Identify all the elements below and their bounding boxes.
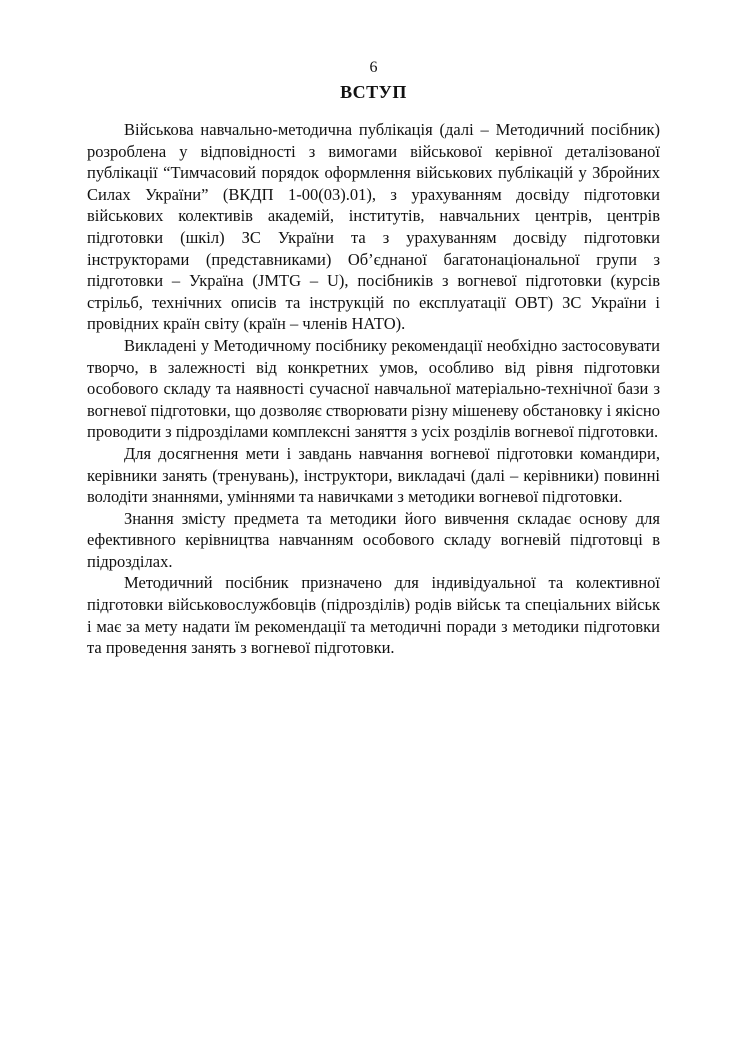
paragraph: Військова навчально-методична публікація (далі – Методичний посібник) розроблена у відповідності з вимогами військової керівної деталізованої публікації “Тимчасовий порядок оформлення військових публікацій у Збройних Силах України” (ВКДП 1-00(03).01), з урахуванням досвіду підготовки військових колективів академій, інститутів, навчальних центрів, центрів підготовки (шкіл) ЗС України та з урахуванням досвіду підготовки інструкторами (представниками) Об’єднаної багатонаціональної групи з підготовки – Україна (JMTG – U), посібників з вогневої підготовки (курсів стрільб, технічних описів та інструкцій по експлуатації ОВТ) ЗС України і провідних країн світу (країн – членів НАТО). [87,120,660,334]
body-text [87,119,660,659]
page-number: 6 [369,59,378,76]
paragraph: Методичний посібник призначено для індивідуальної та колективної підготовки військовослужбовців (підрозділів) родів військ та спеціальних військ і має за мету надати їм рекомендації та методичні поради з методики підготовки та проведення занять з вогневої підготовки. [87,573,660,658]
section-heading: ВСТУП [340,82,407,102]
paragraph: Знання змісту предмета та методики його вивчення складає основу для ефективного керівництва навчанням особового складу вогневій підготовці в підрозділах. [87,508,660,571]
paragraph: Викладені у Методичному посібнику рекомендації необхідно застосовувати творчо, в залежності від конкретних умов, особливо від рівня підготовки особового складу та наявності сучасної навчальної матеріально-технічної бази з вогневої підготовки, що дозволяє створювати різну мішеневу обстановку і якісно проводити з підрозділами комплексні заняття з усіх розділів вогневої підготовки. [87,335,660,442]
paragraph: Для досягнення мети і завдань навчання вогневої підготовки командири, керівники занять (тренувань), інструктори, викладачі (далі – керівники) повинні володіти знаннями, уміннями та навичками з методики вогневої підготовки. [87,443,660,507]
